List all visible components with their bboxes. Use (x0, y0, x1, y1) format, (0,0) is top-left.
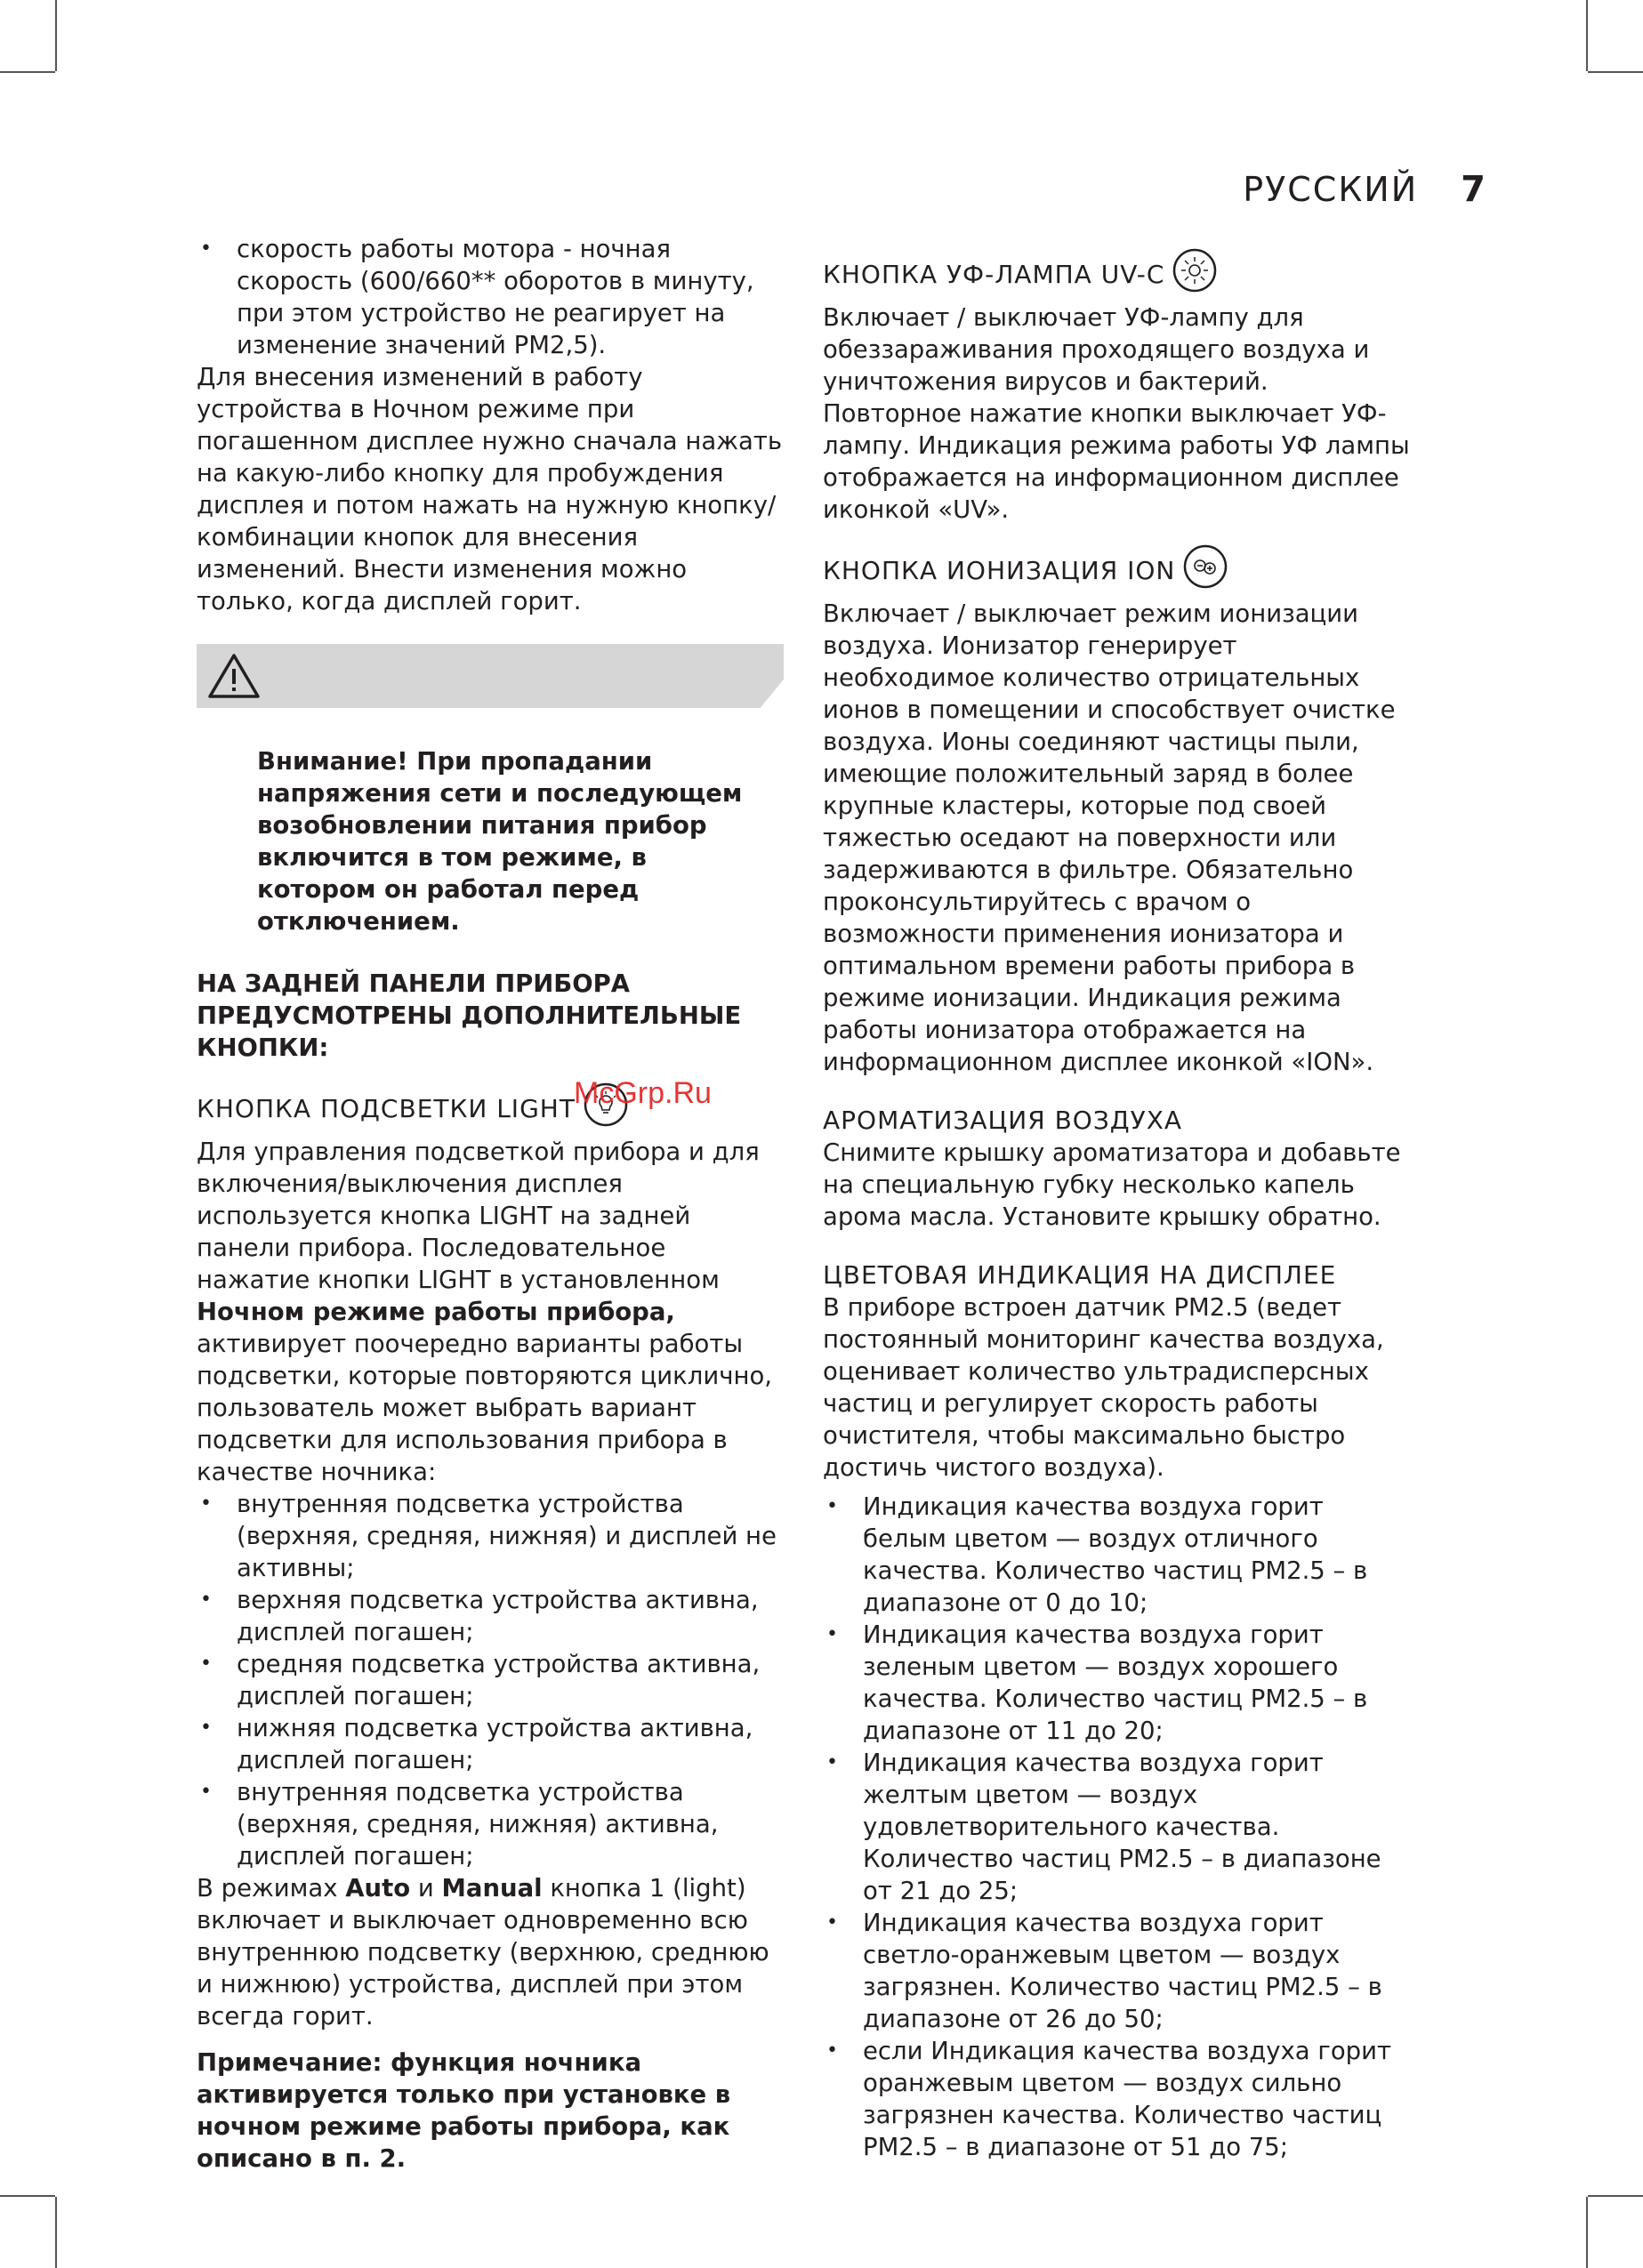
ion-title-text: КНОПКА ИОНИЗАЦИЯ ION (823, 555, 1176, 585)
list-item: • внутренняя подсветка устройства (верхняя, средняя, нижняя) и дисплей не активны; (197, 1488, 784, 1584)
list-item: • Индикация качества воздуха горит светло-оранжевым цветом — воздух загрязнен. Количество частиц PM2.5 – в диапазоне от 26 до 50; (823, 1907, 1410, 2035)
warning-text: Внимание! При пропадании напряжения сети и последующем возобновлении питания прибор включится в том режиме, в котором он работал перед отключением. (257, 747, 743, 936)
page-header (1243, 169, 1487, 210)
color-title (823, 1259, 1410, 1291)
list-item: • Индикация качества воздуха горит желтым цветом — воздух удовлетворительного качества. Количество частиц PM2.5 – в диапазоне от 21 до 25; (823, 1747, 1410, 1907)
list-item: • скорость работы мотора - ночная скорость (600/660** оборотов в минуту, при этом устройство не реагирует на изменение значений PM2,5). (197, 233, 784, 361)
ion-title (823, 543, 1410, 598)
page-number: 7 (1461, 169, 1487, 210)
night-mode-paragraph: Для внесения изменений в работу устройства в Ночном режиме при погашенном дисплее нужно сначала нажать на какую-либо кнопку для пробуждения дисплея и потом нажать на нужную кнопку/комбинации кнопок для внесения изменений. Внести изменения можно только, когда дисплей горит. (197, 363, 783, 615)
crop-mark (55, 0, 57, 71)
crop-mark (55, 2197, 57, 2268)
ion-icon (1182, 543, 1228, 598)
color-text: В приборе встроен датчик PM2.5 (ведет постоянный мониторинг качества воздуха, оценивает количество ультрадисперсных частиц и регулирует скорость работы очистителя, чтобы максимально быстро достичь чистого воздуха). (823, 1293, 1384, 1482)
list-item: • Индикация качества воздуха горит белым цветом — воздух отличного качества. Количество частиц PM2.5 – в диапазоне от 0 до 10; (823, 1491, 1410, 1619)
list-item: • средняя подсветка устройства активна, дисплей погашен; (197, 1648, 784, 1712)
color-title-text: ЦВЕТОВАЯ ИНДИКАЦИЯ НА ДИСПЛЕЕ (823, 1260, 1337, 1290)
manual-mode-label: Manual (441, 1874, 543, 1902)
crop-mark (0, 71, 55, 73)
list-item: • нижняя подсветка устройства активна, дисплей погашен; (197, 1712, 784, 1776)
auto-mode-label: Auto (345, 1874, 411, 1902)
right-column (823, 247, 1410, 2163)
crop-mark (1588, 71, 1643, 73)
uv-title-text: КНОПКА УФ-ЛАМПА UV-C (823, 259, 1165, 289)
watermark: McGrp.Ru (574, 1076, 712, 1110)
crop-mark (1586, 0, 1588, 71)
uv-title (823, 247, 1410, 302)
intro-list (197, 233, 784, 361)
note-text: Примечание: функция ночника активируется только при установке в ночном режиме работы прибора, как описано в п. 2. (197, 2048, 731, 2173)
light-text: Для управления подсветкой прибора и для включения/выключения дисплея используется кнопка LIGHT на задней панели прибора. Последовательное нажатие кнопки LIGHT в установленном (197, 1138, 760, 1294)
list-item: • если Индикация качества воздуха горит оранжевым цветом — воздух сильно загрязнен качества. Количество частиц PM2.5 – в диапазоне от 51 до 75; (823, 2035, 1410, 2163)
color-list (823, 1491, 1410, 2163)
ion-text: Включает / выключает режим ионизации воздуха. Ионизатор генерирует необходимое количество отрицательных ионов в помещении и способствует очистке воздуха. Ионы соединяют частицы пыли, имеющие положительный заряд в более крупные кластеры, которые под своей тяжестью оседают на поверхности или задерживаются в фильтре. Обязательно проконсультируйтесь с врачом о возможности применения ионизатора и оптимальном времени работы прибора в режиме ионизации. Индикация режима работы ионизатора отображается на информационном дисплее иконкой «ION». (823, 599, 1396, 1076)
language-label: РУССКИЙ (1243, 170, 1419, 209)
list-item: • верхняя подсветка устройства активна, дисплей погашен; (197, 1584, 784, 1648)
aroma-text: Снимите крышку ароматизатора и добавьте на специальную губку несколько капель арома масла. Установите крышку обратно. (823, 1138, 1401, 1231)
list-item: • Индикация качества воздуха горит зеленым цветом — воздух хорошего качества. Количество частиц PM2.5 – в диапазоне от 11 до 20; (823, 1619, 1410, 1747)
crop-mark (1588, 2195, 1643, 2197)
light-title-text: КНОПКА ПОДСВЕТКИ LIGHT (197, 1093, 576, 1123)
modes-tail: кнопка 1 (light) включает и выключает одновременно всю внутреннюю подсветку (верхнюю, среднюю и нижнюю) устройства, дисплей при этом всегда горит. (197, 1874, 769, 2031)
warning-icon (207, 652, 261, 700)
section-heading: НА ЗАДНЕЙ ПАНЕЛИ ПРИБОРА ПРЕДУСМОТРЕНЫ ДОПОЛНИТЕЛЬНЫЕ КНОПКИ: (197, 969, 742, 1062)
uv-text: Включает / выключает УФ-лампу для обеззараживания проходящего воздуха и уничтожения вирусов и бактерий. Повторное нажатие кнопки выключает УФ-лампу. Индикация режима работы УФ лампы отображается на информационном дисплее иконкой «UV». (823, 303, 1410, 524)
crop-mark (1586, 2197, 1588, 2268)
modes-text: В режимах (197, 1874, 346, 1902)
light-paragraph (197, 1136, 784, 1488)
aroma-title (823, 1105, 1410, 1137)
light-text-tail: активирует поочередно варианты работы подсветки, которые повторяются циклично, пользователь может выбрать вариант подсветки для использования прибора в качестве ночника: (197, 1330, 773, 1486)
warning-bar (197, 644, 784, 708)
modes-and: и (410, 1874, 442, 1902)
uv-lamp-icon (1172, 247, 1218, 302)
night-mode-bold: Ночном режиме работы прибора, (197, 1298, 675, 1326)
crop-mark (0, 2195, 55, 2197)
list-item: • внутренняя подсветка устройства (верхняя, средняя, нижняя) активна, дисплей погашен; (197, 1776, 784, 1872)
left-column (197, 233, 784, 2175)
modes-paragraph (197, 1872, 784, 2032)
light-options-list (197, 1488, 784, 1872)
aroma-title-text: АРОМАТИЗАЦИЯ ВОЗДУХА (823, 1106, 1183, 1135)
